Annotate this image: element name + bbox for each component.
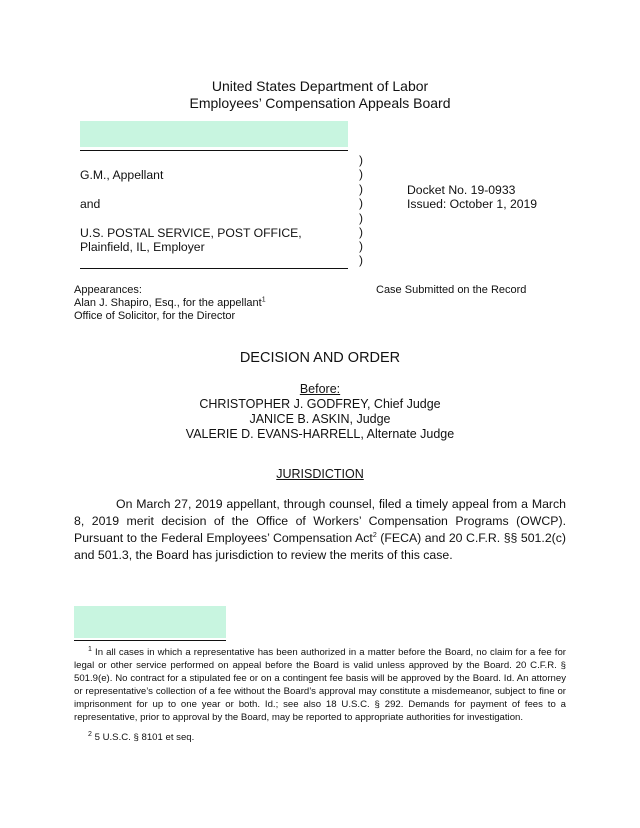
- employer-line-1: U.S. POSTAL SERVICE, POST OFFICE,: [80, 226, 302, 240]
- footnote-number: 2: [88, 730, 92, 738]
- footnote-number: 1: [88, 645, 92, 653]
- board-name: Employees’ Compensation Appeals Board: [189, 95, 451, 111]
- jurisdiction-heading: JURISDICTION: [276, 467, 364, 481]
- judge-2: JANICE B. ASKIN, Judge: [249, 412, 391, 426]
- caption-paren: ): [359, 196, 363, 210]
- caption-bottom-rule: [80, 268, 348, 269]
- caption-paren: ): [359, 239, 363, 253]
- agency-name: United States Department of Labor: [211, 78, 429, 94]
- judge-1: CHRISTOPHER J. GODFREY, Chief Judge: [199, 397, 441, 411]
- footnote-1: $^1$ In all cases in which a representative has been authorized in a matter before the Board, no claim for a fee for legal or other service performed on appeal before the Board is valid unless approved by the Board. 20 C.F.R. § 501.9(e). No contract for a stipulated fee or on a contingent fee basis will be approved by the Board. Id. An attorney or representative’s collection of a fee without the Board’s approval may constitute a misdemeanor, subject to fine or imprisonment for up to one year or both. Id.; see also 18 U.S.C. § 292. Demands for payment of fees to a representative, prior to approval by the Board, may be reported to appropriate authorities for investigation.: [74, 645, 567, 723]
- footnote-2: $^2$ 5 U.S.C. § 8101 et seq.: [88, 730, 195, 743]
- footnote-ref: 2: [372, 531, 377, 539]
- redaction-highlight: [80, 121, 348, 147]
- caption-paren: ): [359, 153, 363, 167]
- issued-date: Issued: October 1, 2019: [407, 197, 538, 211]
- footnote-ref: 1: [261, 296, 266, 304]
- caption-paren: ): [359, 182, 363, 196]
- caption-paren: ): [359, 225, 363, 239]
- employer-line-2: Plainfield, IL, Employer: [80, 240, 205, 254]
- before-label: Before:: [299, 382, 341, 396]
- jurisdiction-paragraph: On March 27, 2019 appellant, through counsel, filed a timely appeal from a March 8, 2019 merit decision of the Office of Workers’ Compensation Programs (OWCP). Pursuant to the Federal Employees’ Compensation Act$^2$ (FECA) and 20 C.F.R. §§ 501.2(c) and 501.3, the Board has jurisdiction to review the merits of this case.: [74, 497, 566, 562]
- appellant-representative: Alan J. Shapiro, Esq., for the appellant$^1$: [74, 296, 266, 309]
- caption-paren: ): [359, 167, 363, 181]
- caption-top-rule: [80, 150, 348, 151]
- submission-note: Case Submitted on the Record: [376, 284, 527, 296]
- decision-title: DECISION AND ORDER: [239, 350, 401, 366]
- docket-number: Docket No. 19-0933: [407, 183, 516, 197]
- caption-paren: ): [359, 211, 363, 225]
- appearances-label: Appearances:: [74, 284, 142, 296]
- director-representative: Office of Solicitor, for the Director: [74, 310, 236, 322]
- redaction-highlight: [74, 606, 226, 638]
- caption-paren: ): [359, 253, 363, 267]
- judge-3: VALERIE D. EVANS-HARRELL, Alternate Judge: [185, 427, 455, 441]
- appellant-name: G.M., Appellant: [80, 168, 164, 182]
- footnote-separator: [74, 640, 226, 641]
- caption-and: and: [80, 197, 101, 211]
